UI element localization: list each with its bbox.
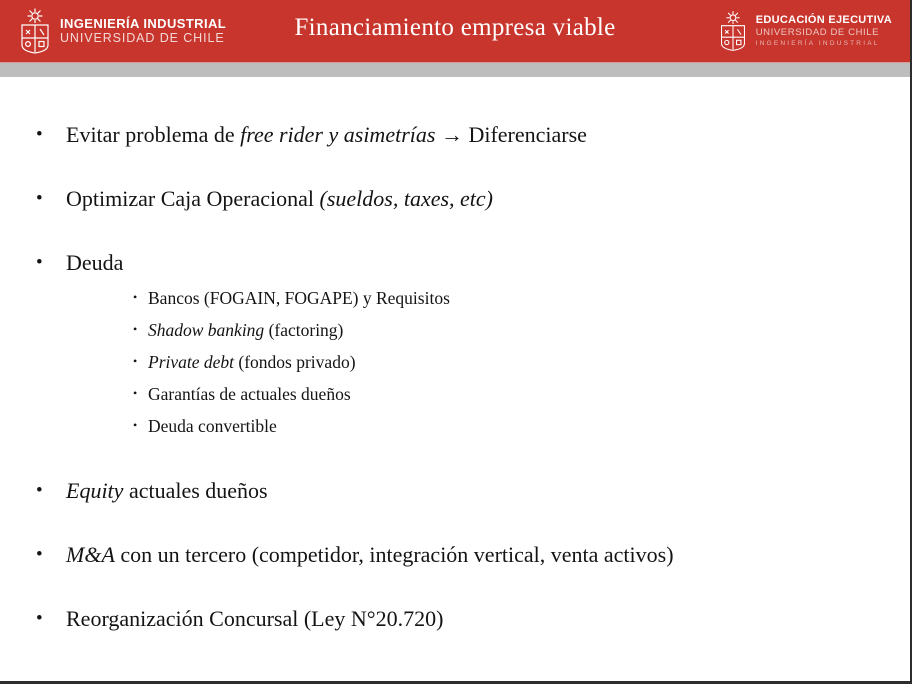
bullet-glyph: • [133,386,138,400]
sub-bullet-item [133,410,900,442]
bullet-glyph: • [36,544,43,565]
text-segment: Optimizar Caja Operacional [66,186,320,211]
bullet-glyph: • [133,322,138,336]
text-segment: free rider y asimetrías [240,122,436,147]
bullet-glyph: • [36,124,43,145]
text-segment: con un tercero (competidor, integración vertical, venta activos) [114,542,674,567]
bullet-item [36,120,900,150]
logo-right-line1: EDUCACIÓN EJECUTIVA [755,14,892,26]
text-segment: Deuda convertible [148,416,277,436]
university-crest-icon [718,10,748,52]
bullet-text [66,540,674,570]
text-segment: (factoring) [264,320,344,340]
logo-right-line3: INGENIERÍA INDUSTRIAL [755,40,880,47]
bullet-text [66,248,123,278]
slide-header [0,0,910,62]
text-segment: (fondos privado) [234,352,356,372]
text-segment: Bancos (FOGAIN, FOGAPE) y Requisitos [148,288,450,308]
sub-bullet-item [133,282,900,314]
text-segment: Evitar problema de [66,122,241,147]
sub-bullet-text [148,314,343,346]
text-segment: Reorganización Concursal (Ley N°20.720) [66,606,444,631]
text-segment: Shadow banking [148,320,265,340]
bullet-glyph: • [36,480,43,501]
text-segment: M&A [66,542,115,567]
bullet-glyph: • [133,354,138,368]
bullet-glyph: • [36,188,43,209]
logo-ingenieria-industrial [18,8,226,54]
sub-bullet-text [148,410,277,442]
sub-bullet-item [133,314,900,346]
bullet-glyph: • [36,252,43,273]
text-segment: actuales dueños [123,478,268,503]
bullet-text [66,604,443,634]
bullet-item [36,476,900,506]
logo-educacion-ejecutiva [718,10,892,52]
bullet-item [36,248,900,442]
bullet-text [66,184,493,214]
bullet-text [66,120,587,150]
bullet-item [36,604,900,634]
sub-bullet-item [133,378,900,410]
slide-body [0,76,910,681]
university-crest-icon [18,8,52,54]
bullet-text [66,476,268,506]
text-segment: Equity [66,478,124,503]
sub-bullet-text [148,378,351,410]
bullet-item [36,184,900,214]
text-segment: Deuda [66,250,124,275]
logo-left-line2: UNIVERSIDAD DE CHILE [60,31,225,45]
text-segment: Garantías de actuales dueños [148,384,351,404]
bullet-glyph: • [133,418,138,432]
text-segment: Private debt [148,352,235,372]
sub-bullet-item [133,346,900,378]
bullet-glyph: • [36,608,43,629]
bullet-item [36,540,900,570]
slide-title: Financiamiento empresa viable [294,14,616,41]
sub-bullet-text [148,346,356,378]
bullet-glyph: • [133,290,138,304]
logo-right-line2: UNIVERSIDAD DE CHILE [755,27,880,38]
logo-left-line1: INGENIERÍA INDUSTRIAL [60,16,227,31]
sub-bullet-list [36,282,900,442]
bullet-list [36,120,900,634]
header-divider-strip [0,62,910,77]
text-segment: → Diferenciarse [435,122,587,147]
text-segment: (sueldos, taxes, etc) [319,186,494,211]
sub-bullet-text [148,282,450,314]
